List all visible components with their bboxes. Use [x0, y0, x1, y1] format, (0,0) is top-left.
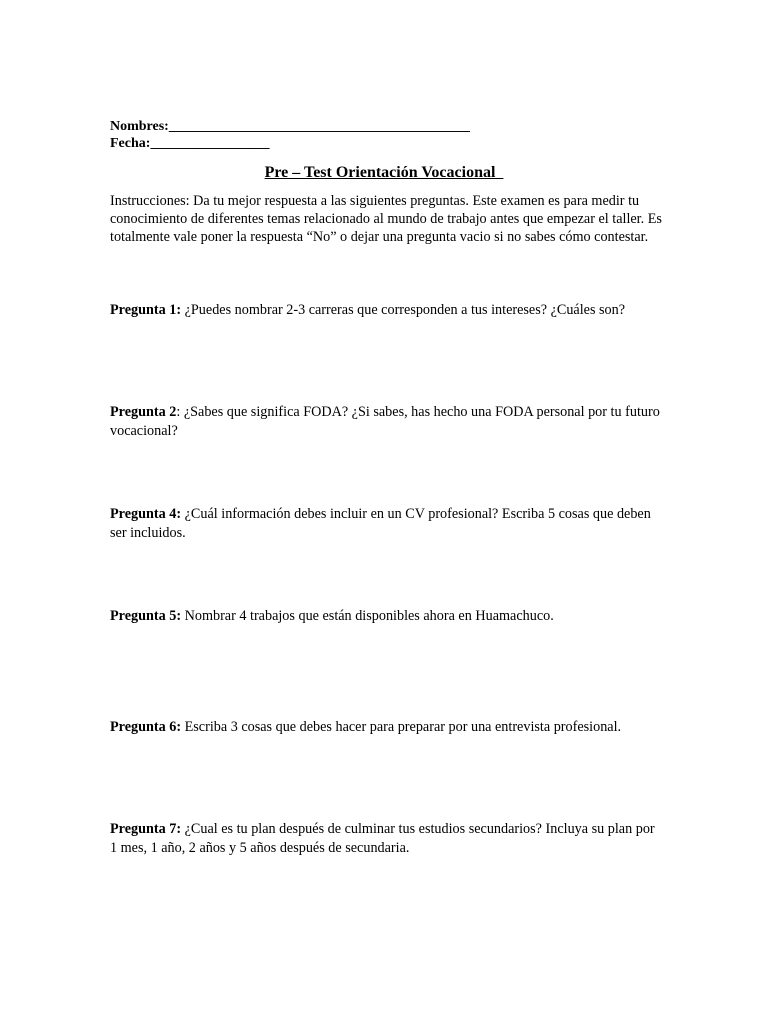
- question-6: [110, 718, 660, 737]
- nombres-label: Nombres:: [110, 119, 169, 134]
- question-4-text: ¿Cuál información debes incluir en un CV profesional? Escriba 5 cosas que deben ser incluidos.: [110, 506, 651, 541]
- question-2-text: : ¿Sabes que significa FODA? ¿Si sabes, has hecho una FODA personal por tu futuro vocacional?: [110, 404, 660, 439]
- question-5-text: Nombrar 4 trabajos que están disponibles ahora en Huamachuco.: [181, 608, 554, 624]
- question-1-label: Pregunta 1:: [110, 302, 182, 318]
- question-7: [110, 820, 660, 857]
- question-1: [110, 301, 660, 320]
- fecha-field[interactable]: [110, 135, 269, 152]
- question-5: [110, 607, 660, 626]
- document-title: Pre – Test Orientación Vocacional: [264, 164, 504, 181]
- question-4-label: Pregunta 4:: [110, 506, 182, 522]
- instructions-paragraph: Instrucciones: Da tu mejor respuesta a las siguientes preguntas. Este examen es para medir tu conocimiento de diferentes temas relacionado al mundo de trabajo antes que empezar el taller. Es totalmente vale poner la respuesta “No” o dejar una pregunta vacio si no sabes cómo contestar.: [110, 193, 662, 246]
- question-2: [110, 403, 660, 440]
- fecha-label: Fecha:: [110, 136, 151, 151]
- question-5-label: Pregunta 5:: [110, 608, 182, 624]
- question-2-label: Pregunta 2: [110, 404, 177, 420]
- nombres-field[interactable]: [110, 118, 470, 135]
- nombres-blank[interactable]: ___________________________________________: [168, 119, 470, 134]
- fecha-blank[interactable]: _________________: [150, 136, 270, 151]
- question-1-text: ¿Puedes nombrar 2-3 carreras que corresponden a tus intereses? ¿Cuáles son?: [181, 302, 626, 318]
- question-4: [110, 505, 660, 542]
- question-6-text: Escriba 3 cosas que debes hacer para preparar por una entrevista profesional.: [181, 719, 622, 735]
- question-7-label: Pregunta 7:: [110, 821, 182, 837]
- question-6-label: Pregunta 6:: [110, 719, 182, 735]
- question-7-text: ¿Cual es tu plan después de culminar tus estudios secundarios? Incluya su plan por 1 mes, 1 año, 2 años y 5 años después de secundaria.: [110, 821, 655, 856]
